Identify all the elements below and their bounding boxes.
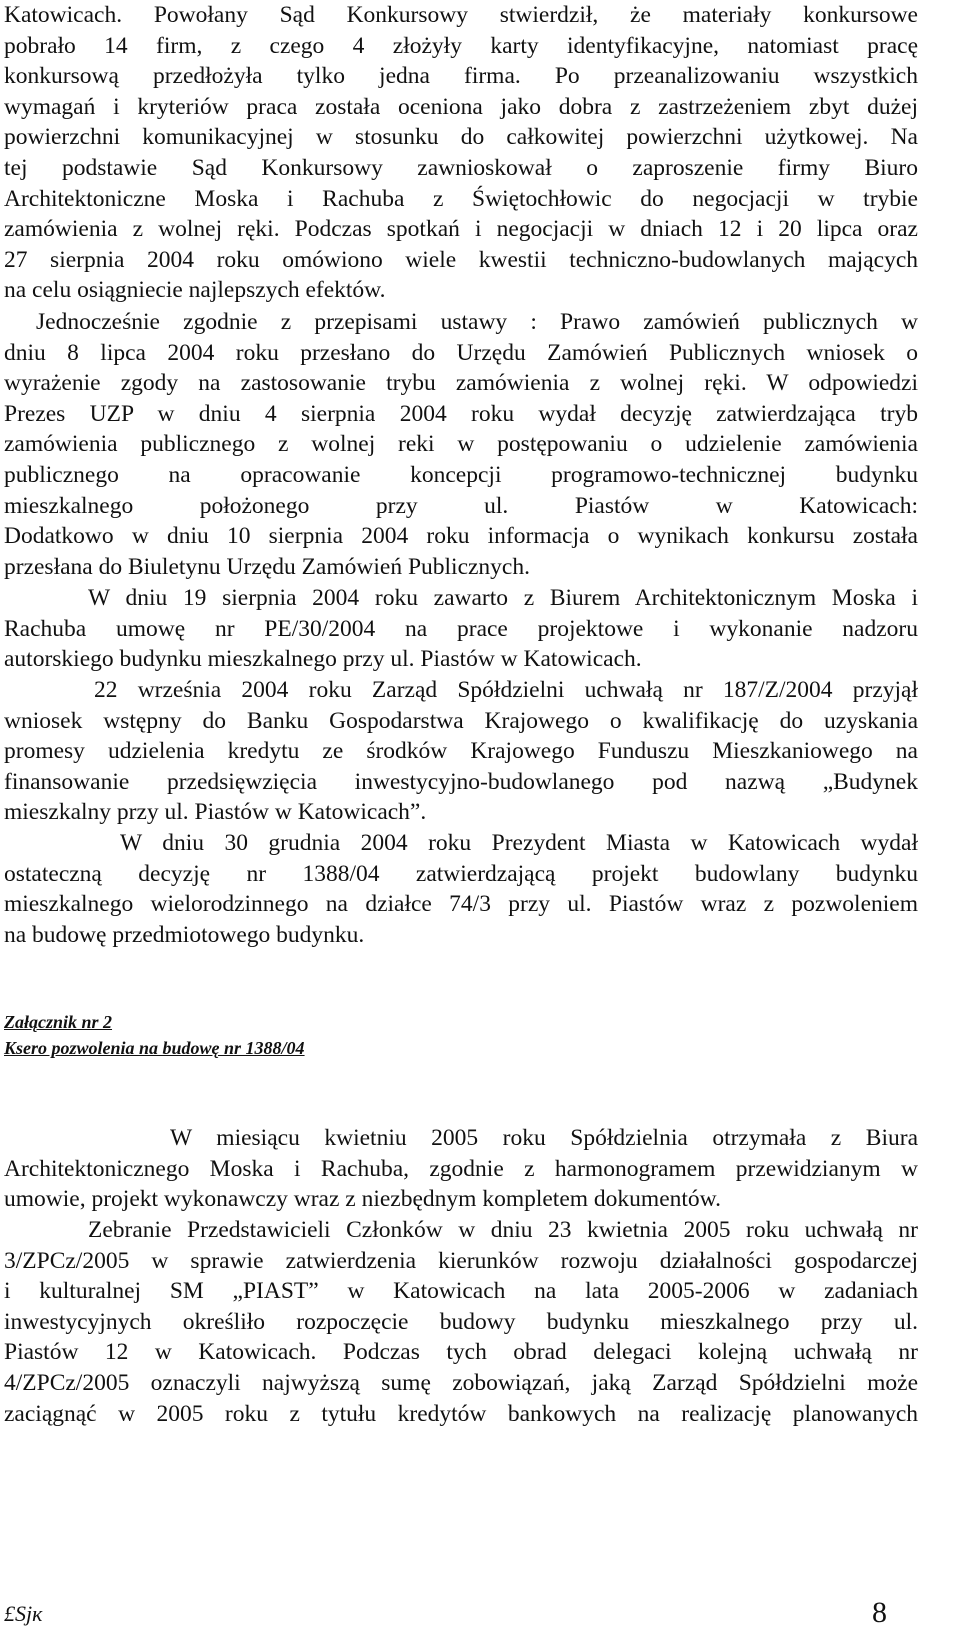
- text-line: zamówienia publicznego z wolnej reki w postępowaniu o udzielenie zamówienia: [4, 431, 918, 458]
- text-line: 4/ZPCz/2005 oznaczyli najwyższą sumę zobowiązań, jaką Zarząd Spółdzielni może: [4, 1369, 918, 1396]
- text-line: mieszkalnego położonego przy ul. Piastów w Katowicach:: [4, 492, 918, 519]
- text-line: autorskiego budynku mieszkalnego przy ul. Piastów w Katowicach.: [4, 646, 642, 673]
- text-line: umowie, projekt wykonawczy wraz z niezbędnym kompletem dokumentów.: [4, 1186, 721, 1213]
- attachment-subtitle: Kserо pozwolenia na budowę nr 1388/04: [4, 1038, 305, 1058]
- text-line: dniu 8 lipca 2004 roku przesłano do Urzędu Zamówień Publicznych wniosek o: [4, 339, 918, 366]
- paragraph-executive-project: [4, 1123, 918, 1215]
- text-line: 22 września 2004 roku Zarząd Spółdzielni uchwałą nr 187/Z/2004 przyjął: [94, 677, 918, 703]
- text-line: Piastów 12 w Katowicach. Podczas tych obrad delegaci kolejną uchwałą nr: [4, 1339, 918, 1366]
- text-line: W dniu 19 sierpnia 2004 roku zawarto z Biurem Architektonicznym Moska i: [88, 585, 918, 611]
- paragraph-competition-results: [4, 0, 918, 306]
- text-line: tej podstawie Sąd Konkursowy zawnioskował o zaproszenie firmy Biuro: [4, 154, 918, 181]
- attachment-title: Załącznik nr 2: [4, 1012, 113, 1032]
- text-line: Dodatkowo w dniu 10 sierpnia 2004 roku informacja o wynikach konkursu została: [4, 523, 918, 550]
- text-line: na budowę przedmiotowego budynku.: [4, 921, 365, 948]
- text-line: na celu osiągniecie najlepszych efektów.: [4, 277, 386, 304]
- text-line: Zebranie Przedstawicieli Członków w dniu 23 kwietnia 2005 roku uchwałą nr: [88, 1217, 918, 1243]
- text-line: Katowicach. Powołany Sąd Konkursowy stwierdził, że materiały konkursowe: [4, 2, 918, 28]
- text-line: Architektoniczne Moska i Rachuba z Świętochłowic do negocjacji w trybie: [4, 185, 918, 212]
- paragraph-procurement-approval: [4, 307, 918, 582]
- text-line: W miesiącu kwietniu 2005 roku Spółdzielnia otrzymała z Biura: [170, 1125, 918, 1151]
- text-line: mieszkalnego wielorodzinnego na działce 74/3 przy ul. Piastów wraz z pozwoleniem: [4, 891, 918, 918]
- text-line: zamówienia z wolnej ręki. Podczas spotkań i negocjacji w dniach 12 i 20 lipca oraz: [4, 216, 918, 243]
- text-line: publicznego na opracowanie koncepcji programowo-technicznej budynku: [4, 461, 918, 488]
- text-line: 3/ZPCz/2005 w sprawie zatwierdzenia kierunków rozwoju działalności gospodarczej: [4, 1247, 918, 1274]
- text-line: inwestycyjnych określiło rozpoczęcie budowy budynku mieszkalnego przy ul.: [4, 1308, 918, 1335]
- text-line: przesłana do Biuletynu Urzędu Zamówień Publicznych.: [4, 553, 530, 580]
- text-line: promesy udzielenia kredytu ze środków Krajowego Funduszu Mieszkaniowego na: [4, 738, 918, 765]
- text-line: powierzchni komunikacyjnej w stosunku do całkowitej powierzchni użytkowej. Na: [4, 124, 918, 151]
- initials-signature: £Sjк: [4, 1601, 43, 1626]
- text-line: finansowanie przedsięwzięcia inwestycyjno-budowlanego pod nazwą „Budynek: [4, 768, 918, 795]
- text-line: Rachuba umowę nr PE/30/2004 na prace projektowe i wykonanie nadzoru: [4, 615, 918, 642]
- paragraph-building-permit: [4, 828, 918, 950]
- text-line: pobrało 14 firm, z czego 4 złożyły karty identyfikacyjne, natomiast pracę: [4, 32, 918, 59]
- page-number: 8: [872, 1596, 887, 1629]
- text-line: Jednocześnie zgodnie z przepisami ustawy : Prawo zamówień publicznych w: [36, 309, 918, 335]
- text-line: mieszkalny przy ul. Piastów w Katowicach”.: [4, 799, 427, 826]
- text-line: wniosek wstępny do Banku Gospodarstwa Krajowego o kwalifikację do uzyskania: [4, 707, 918, 734]
- text-line: zaciągnąć w 2005 roku z tytułu kredytów bankowych na realizację planowanych: [4, 1400, 918, 1427]
- text-line: wyrażenie zgody na zastosowanie trybu zamówienia z wolnej ręki. W odpowiedzi: [4, 370, 918, 397]
- text-line: wymagań i kryteriów praca została oceniona jako dobra z zastrzeżeniem zbyt dużej: [4, 93, 918, 120]
- text-line: i kulturalnej SM „PIAST” w Katowicach na lata 2005-2006 w zadaniach: [4, 1278, 918, 1305]
- paragraph-delegates-meeting: [4, 1215, 918, 1429]
- paragraph-bank-application: [4, 675, 918, 828]
- text-line: Prezes UZP w dniu 4 sierpnia 2004 roku wydał decyzję zatwierdzająca tryb: [4, 400, 918, 427]
- text-line: 27 sierpnia 2004 roku omówiono wiele kwestii techniczno-budowlanych mających: [4, 246, 918, 273]
- text-line: Architektonicznego Moska i Rachuba, zgodnie z harmonogramem przewidzianym w: [4, 1155, 918, 1182]
- paragraph-design-contract: [4, 583, 918, 675]
- text-line: konkursową przedłożyła tylko jedna firma. Po przeanalizowaniu wszystkich: [4, 63, 918, 90]
- text-line: ostateczną decyzję nr 1388/04 zatwierdzającą projekt budowlany budynku: [4, 860, 918, 887]
- text-line: W dniu 30 grudnia 2004 roku Prezydent Miasta w Katowicach wydał: [120, 830, 918, 856]
